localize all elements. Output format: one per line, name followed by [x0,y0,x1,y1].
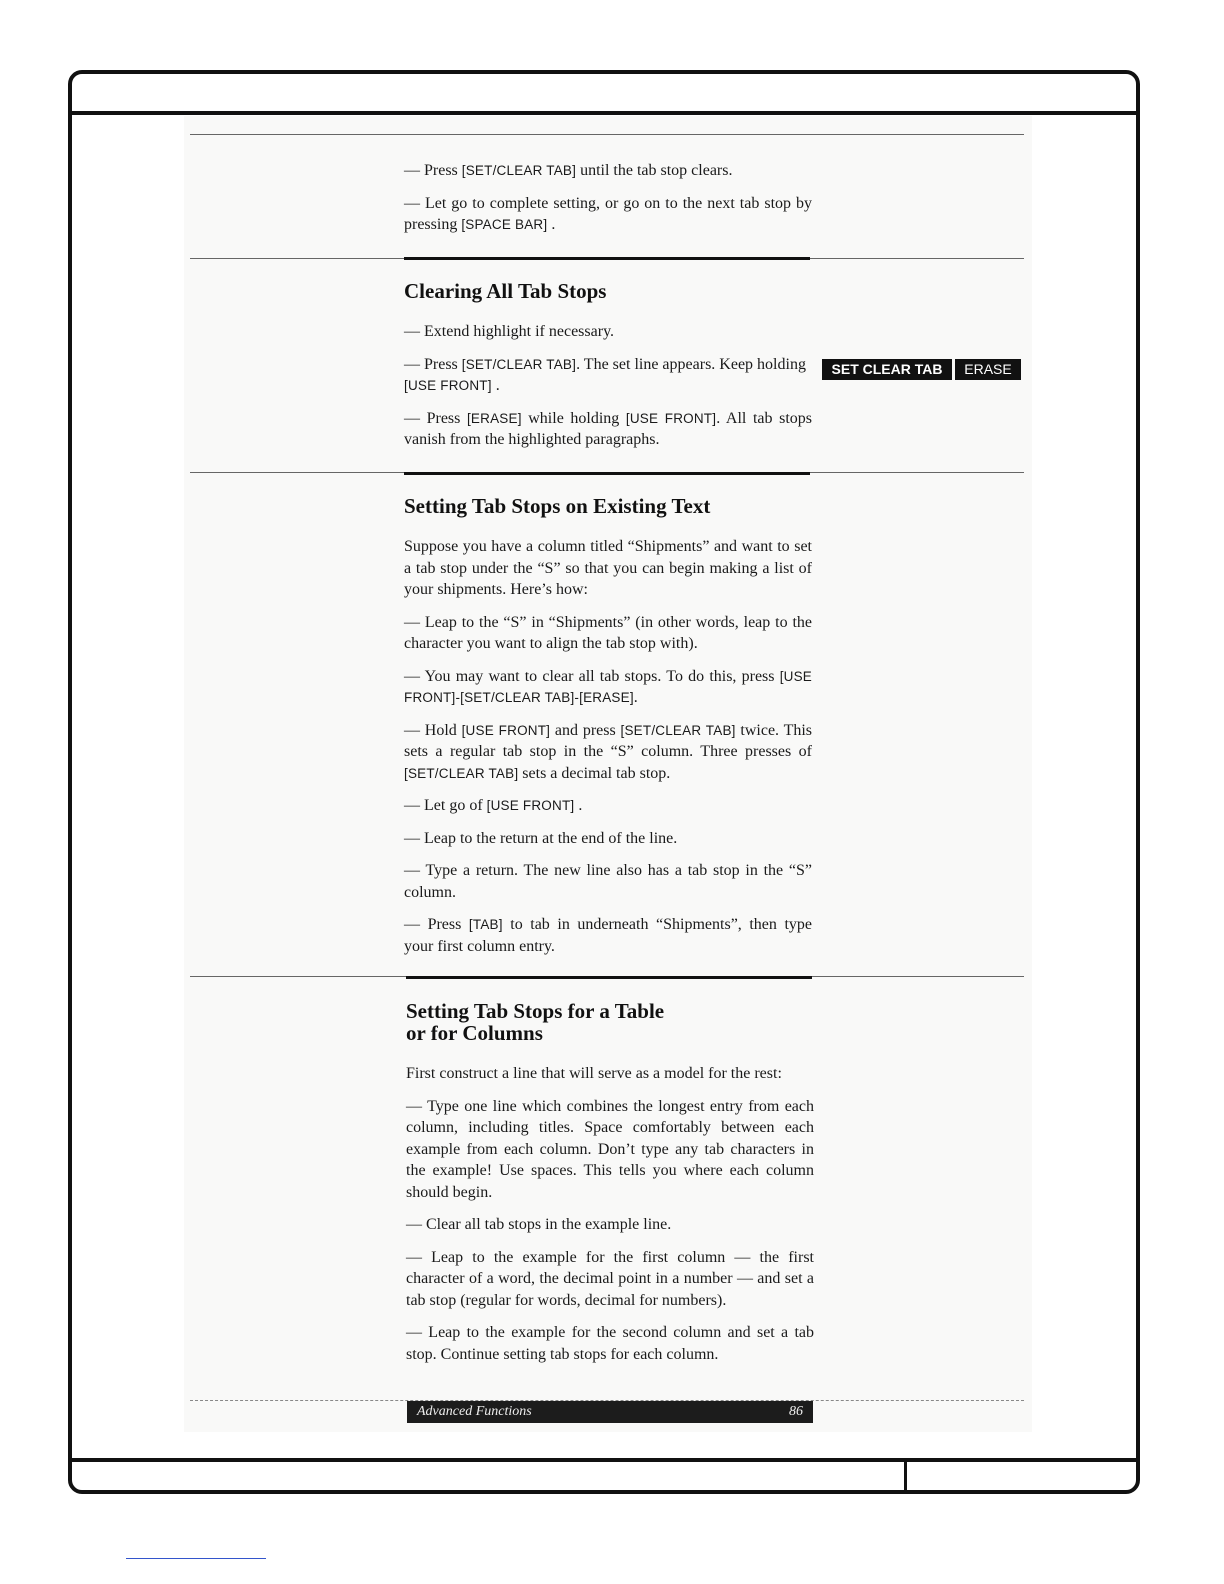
frame-footer-divider [904,1460,907,1494]
key-label: [TAB] [468,917,503,932]
footer-title: Advanced Functions [417,1404,532,1419]
paragraph: — Press [ERASE] while holding [USE FRONT]. All tab stops vanish from the highlighted paragraphs. [404,409,813,448]
paragraph: — Press [SET/CLEAR TAB]. The set line appears. Keep holding [USE FRONT] . [404,355,806,394]
section-heading: or for Columns [406,1021,543,1045]
paragraph: — Clear all tab stops in the example line. [406,1216,672,1233]
section-clearing [404,280,812,462]
section-rule-heavy [404,257,810,260]
link-underline [126,1558,266,1559]
key-label: [SET/CLEAR TAB] [461,356,577,372]
frame-bottom-rule [72,1458,1136,1462]
paragraph: — Let go to complete setting, or go on to the next tab stop by pressing [SPACE BAR] . [404,194,812,233]
paragraph: — Leap to the “S” in “Shipments” (in other words, leap to the character you want to align the tab stop with). [404,613,812,652]
section-table-columns [406,1000,814,1376]
page-footer [407,1401,813,1423]
key-label: [ERASE] [466,410,522,426]
section-heading: Setting Tab Stops for a Table [406,999,665,1023]
page-number: 86 [789,1404,803,1419]
paragraph: — Leap to the example for the second column and set a tab stop. Continue setting tab stops for each column. [406,1324,814,1363]
key-label: [USE FRONT] [461,722,551,738]
paragraph: First construct a line that will serve as a model for the rest: [406,1065,782,1082]
section-continued [404,160,812,247]
paragraph: Suppose you have a column titled “Shipments” and want to set a tab stop under the “S” so that you can begin making a list of your shipments. Here’s how: [404,538,812,598]
key-label: [USE FRONT] [625,410,717,426]
key-label: [SPACE BAR] [461,217,548,232]
paragraph: — Type a return. The new line also has a tab stop in the “S” column. [404,862,812,901]
key-label: [USE FRONT] [486,798,575,813]
paragraph: — Press [SET/CLEAR TAB] until the tab stop clears. [404,162,733,179]
set-clear-tab-keycap: SET CLEAR TAB [822,359,952,380]
key-label: [USE FRONT] [404,378,492,393]
paragraph: — You may want to clear all tab stops. To do this, press [USE FRONT]-[SET/CLEAR TAB]-[ERASE]. [404,667,812,706]
paragraph: — Leap to the return at the end of the line. [404,829,678,847]
section-heading: Clearing All Tab Stops [404,279,607,303]
section-heading: Setting Tab Stops on Existing Text [404,494,711,518]
key-label: [SET/CLEAR TAB] [404,765,519,781]
erase-keycap: ERASE [955,359,1021,380]
paragraph: — Type one line which combines the longest entry from each column, including titles. Space comfortably between each example from each column. Don’t type any tab characters in the example! Use spaces. This tells you where each column should begin. [406,1097,814,1201]
key-label: [SET/CLEAR TAB] [461,163,577,178]
key-label: [SET/CLEAR TAB] [620,722,736,738]
paragraph: — Extend highlight if necessary. [404,323,615,340]
section-rule-top [190,134,1024,135]
section-rule-heavy [404,472,810,475]
paragraph: — Let go of [USE FRONT] . [404,797,583,814]
frame-top-rule [72,111,1136,115]
paragraph: — Press [TAB] to tab in underneath “Shipments”, then type your first column entry. [404,916,813,955]
paragraph: — Leap to the example for the first column — the first character of a word, the decimal point in a number — and set a tab stop (regular for words, decimal for numbers). [406,1248,814,1309]
key-label: [USE FRONT]-[SET/CLEAR TAB]-[ERASE] [404,668,812,705]
section-rule-heavy [406,976,812,979]
paragraph: — Hold [USE FRONT] and press [SET/CLEAR TAB] twice. This sets a regular tab stop in the “S” column. Three presses of [SET/CLEAR TAB] sets a decimal tab stop. [404,721,813,782]
section-existing-text [404,495,812,968]
